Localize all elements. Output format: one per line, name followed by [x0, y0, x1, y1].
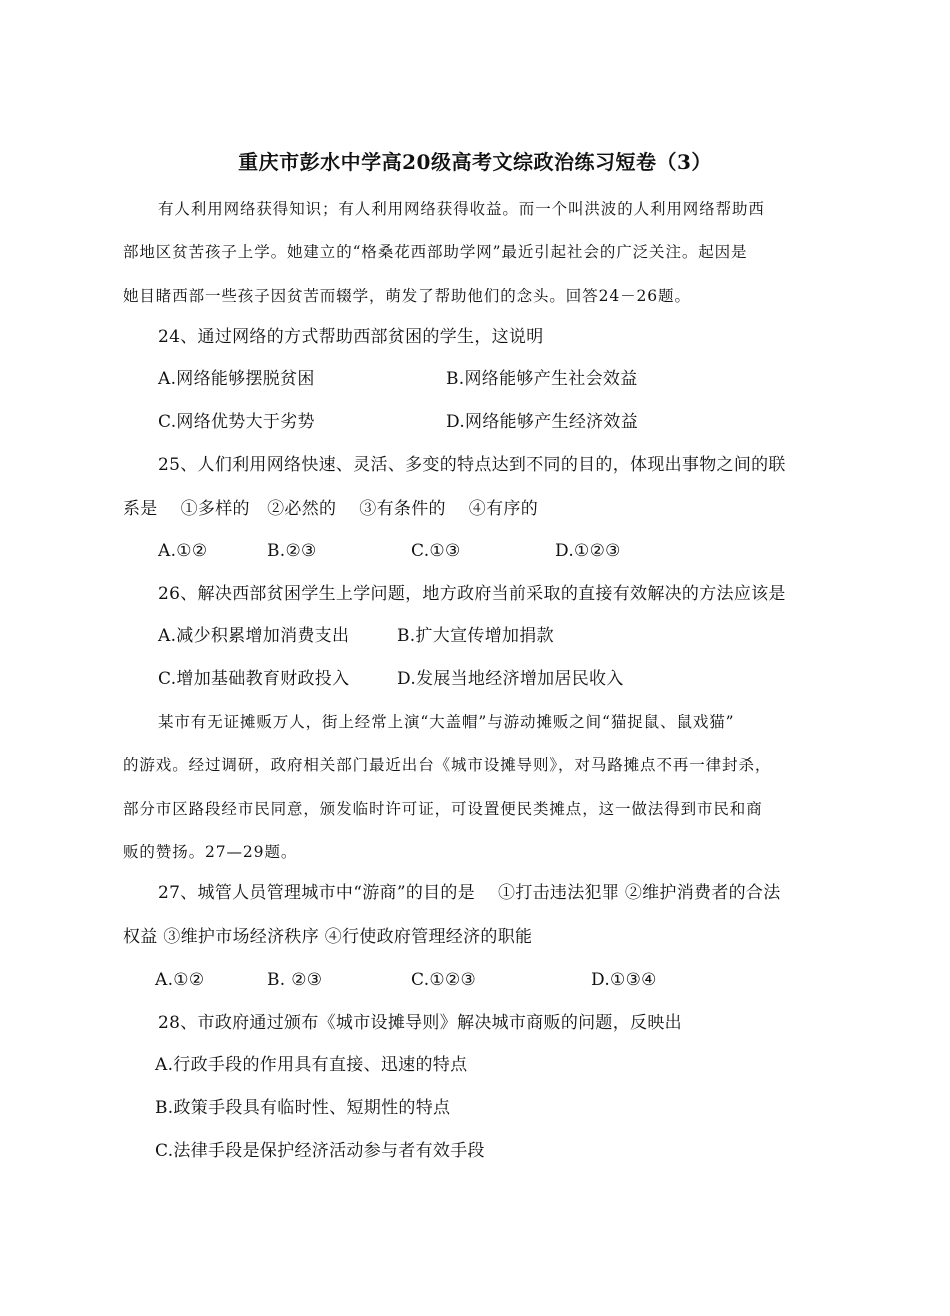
passage1-line-3: 她目睹西部一些孩子因贫苦而辍学，萌发了帮助他们的念头。回答24－26题。	[123, 287, 691, 305]
question-24-option-c: C.网络优势大于劣势	[158, 412, 315, 432]
question-27-option-c: C.①②③	[411, 970, 477, 990]
question-26-option-d: D.发展当地经济增加居民收入	[397, 669, 624, 689]
question-24-stem: 24、通过网络的方式帮助西部贫困的学生，这说明	[158, 327, 544, 347]
question-28-option-c: C.法律手段是保护经济活动参与者有效手段	[155, 1141, 485, 1161]
question-24-option-b: B.网络能够产生社会效益	[446, 369, 638, 389]
page-title: 重庆市彭水中学高20级高考文综政治练习短卷（3）	[238, 150, 712, 174]
passage1-line-2: 部地区贫苦孩子上学。她建立的“格桑花西部助学网”最近引起社会的广泛关注。起因是	[123, 243, 748, 261]
question-27-option-b: B. ②③	[267, 970, 323, 990]
question-27-stem-line-1: 27、城管人员管理城市中“游商”的目的是 ①打击违法犯罪 ②维护消费者的合法	[158, 883, 781, 903]
question-28-option-b: B.政策手段具有临时性、短期性的特点	[155, 1098, 451, 1118]
question-26-option-a: A.减少积累增加消费支出	[158, 626, 350, 646]
question-26-stem: 26、解决西部贫困学生上学问题，地方政府当前采取的直接有效解决的方法应该是	[158, 584, 786, 604]
question-28-option-a: A.行政手段的作用具有直接、迅速的特点	[155, 1055, 468, 1075]
passage2-line-2: 的游戏。经过调研，政府相关部门最近出台《城市设摊导则》，对马路摊点不再一律封杀，	[123, 756, 772, 774]
question-24-option-d: D.网络能够产生经济效益	[446, 412, 639, 432]
question-25-option-d: D.①②③	[555, 541, 621, 561]
question-27-option-d: D.①③④	[591, 970, 657, 990]
passage2-line-4: 贩的赞扬。27—29题。	[123, 843, 298, 861]
passage2-line-3: 部分市区路段经市民同意，颁发临时许可证，可设置便民类摊点，这一做法得到市民和商	[123, 800, 763, 818]
passage2-line-1: 某市有无证摊贩万人，街上经常上演“大盖帽”与游动摊贩之间“猫捉鼠、鼠戏猫”	[158, 713, 735, 731]
question-25-option-c: C.①③	[411, 541, 461, 561]
question-25-option-b: B.②③	[267, 541, 317, 561]
question-28-stem: 28、市政府通过颁布《城市设摊导则》解决城市商贩的问题，反映出	[158, 1013, 682, 1033]
question-25-stem-line-2: 系是 ①多样的 ②必然的 ③有条件的 ④有序的	[123, 499, 539, 519]
passage1-line-1: 有人利用网络获得知识；有人利用网络获得收益。而一个叫洪波的人利用网络帮助西	[158, 200, 765, 218]
question-27-stem-line-2: 权益 ③维护市场经济秩序 ④行使政府管理经济的职能	[123, 927, 533, 947]
question-27-option-a: A.①②	[155, 970, 205, 990]
question-25-option-a: A.①②	[158, 541, 208, 561]
question-24-option-a: A.网络能够摆脱贫困	[158, 369, 315, 389]
question-26-option-b: B.扩大宣传增加捐款	[397, 626, 554, 646]
question-26-option-c: C.增加基础教育财政投入	[158, 669, 350, 689]
question-25-stem-line-1: 25、人们利用网络快速、灵活、多变的特点达到不同的目的，体现出事物之间的联	[158, 455, 786, 475]
